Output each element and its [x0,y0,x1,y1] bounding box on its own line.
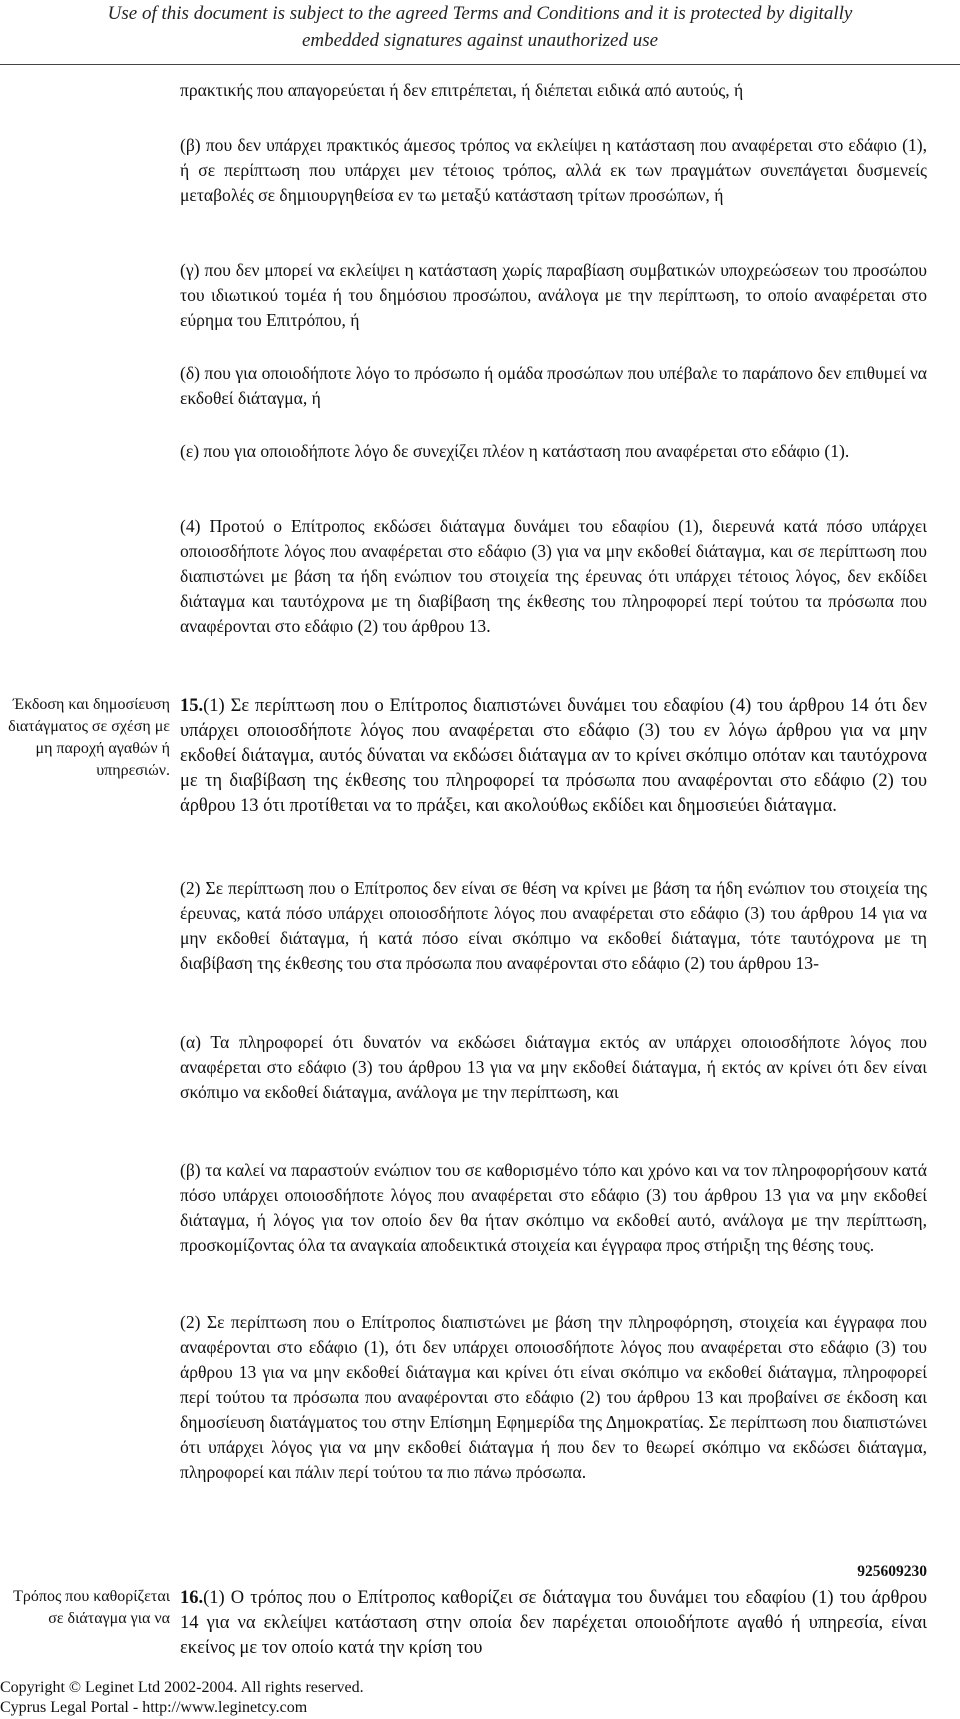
footer-copyright: Copyright © Leginet Ltd 2002-2004. All rights reserved. [0,1679,364,1696]
footer [0,1678,364,1718]
header-divider [0,64,960,65]
section-15-2-beta: (β) τα καλεί να παραστούν ενώπιον του σε καθορισμένο τόπο και χρόνο και να τον πληροφορήσουν κατά πόσο υπάρχει οποιοσδήποτε λόγος που αναφέρεται στο εδάφιο (3) του άρθρου 13 για να μην εκδοθεί διάταγμα, ή λόγος για τον οποίο δεν θα ήταν σκόπιμο να εκδοθεί αυτό, ανάλογα με την περίπτωση, προσκομίζοντας όλα τα αναγκαία αποδεικτικά στοιχεία και έγγραφα προς στήριξη της θέσης τους. [180,1160,927,1255]
margin-note-section-15: Έκδοση και δημοσίευση διατάγματος σε σχέση με μη παροχή αγαθών ή υπηρεσιών. [8,696,170,779]
section-16-number: 16. [180,1588,204,1608]
paragraph-epsilon: (ε) που για οποιοδήποτε λόγο δε συνεχίζει πλέον η κατάσταση που αναφέρεται στο εδάφιο (1). [180,441,850,461]
paragraph-subsection-4: (4) Προτού ο Επίτροπος εκδώσει διάταγμα δυνάμει του εδαφίου (1), διερευνά κατά πόσο υπάρχει οποιοσδήποτε λόγος που αναφέρεται στο εδάφιο (3) για να μην εκδοθεί διάταγμα, και σε περίπτωση που διαπιστώνει με βάση τα ήδη ενώπιον του στοιχεία της έρευνας ότι υπάρχει τέτοιος λόγος, δεν εκδίδει διάταγμα και ταυτόχρονα με τη διαβίβαση της έκθεσης του πληροφορεί περί τούτου τα πρόσωπα που αναφέρονται στο εδάφιο (2) του άρθρου 13. [180,516,927,636]
paragraph-gamma: (γ) που δεν μπορεί να εκλείψει η κατάσταση χωρίς παραβίαση συμβατικών υποχρεώσεων του προσώπου του ιδιωτικού τομέα ή του δημόσιου προσώπου, ανάλογα με την περίπτωση, το οποίο αναφέρεται στο εύρημα του Επιτρόπου, ή [180,260,927,330]
header-line-1: Use of this document is subject to the agreed Terms and Conditions and it is protected by digitally [107,3,853,24]
section-15-number: 15. [180,696,204,716]
watermark-header [0,0,960,54]
section-15-subsection-1 [180,694,927,819]
section-15-2-alpha: (α) Τα πληροφορεί ότι δυνατόν να εκδώσει διάταγμα εκτός αν υπάρχει οποιοσδήποτε λόγος που αναφέρεται στο εδάφιο (3) του άρθρου 13 για να μην εκδοθεί διάταγμα, ή εκτός αν κρίνει ότι δεν είναι σκόπιμο να εκδοθεί διάταγμα, ανάλογα με την περίπτωση, και [180,1032,927,1102]
footer-portal: Cyprus Legal Portal - http://www.leginetcy.com [0,1699,308,1716]
header-line-2: embedded signatures against unauthorized use [301,30,659,51]
section-16-1-text: (1) Ο τρόπος που ο Επίτροπος καθορίζει σε διάταγμα του δυνάμει του εδαφίου (1) του άρθρου 14 για να εκλείψει κατάσταση στην οποία δεν παρέχεται οποιοδήποτε αγαθό ή υπηρεσία, είναι εκείνος με τον οποίο κατά την κρίση του [180,1588,927,1658]
section-15-2-second: (2) Σε περίπτωση που ο Επίτροπος διαπιστώνει με βάση την πληροφόρηση, στοιχεία και έγγραφα που αναφέρονται στο εδάφιο (1), ότι δεν υπάρχει οποιοσδήποτε λόγος που αναφέρεται στο εδάφιο (3) του άρθρου 13 για να μην εκδοθεί διάταγμα και κρίνει ότι είναι σκόπιμο να εκδοθεί διάταγμα, πληροφορεί περί τούτου τα πρόσωπα που αναφέρονται στο εδάφιο (2) του άρθρου 13 και προβαίνει σε έκδοση και δημοσίευση διατάγματος του στην Επίσημη Εφημερίδα της Δημοκρατίας. Σε περίπτωση που διαπιστώνει ότι υπάρχει λόγος για να μην εκδοθεί διάταγμα ή που δεν το θεωρεί σκόπιμο να εκδώσει διάταγμα, πληροφορεί και πάλιν περί τούτου τα πιο πάνω πρόσωπα. [180,1312,927,1482]
paragraph-beta: (β) που δεν υπάρχει πρακτικός άμεσος τρόπος να εκλείψει η κατάσταση που αναφέρεται στο εδάφιο (1), ή σε περίπτωση που υπάρχει μεν τέτοιος τρόπος, αλλά εκ των πραγμάτων συνεπάγεται δυσμενείς μεταβολές σε δημιουργηθείσα εν τω μεταξύ κατάσταση τρίτων προσώπων, ή [180,135,927,205]
paragraph-delta: (δ) που για οποιοδήποτε λόγο το πρόσωπο ή ομάδα προσώπων που υπέβαλε το παράπονο δεν επιθυμεί να εκδοθεί διάταγμα, ή [180,363,927,408]
section-15-subsection-2: (2) Σε περίπτωση που ο Επίτροπος δεν είναι σε θέση να κρίνει με βάση τα ήδη ενώπιον του στοιχεία της έρευνας, κατά πόσο υπάρχει οποιοσδήποτε λόγος που αναφέρεται στο εδάφιο (3) του άρθρου 14 για να μην εκδοθεί διάταγμα, ή κατά πόσο είναι σκόπιμο να εκδοθεί διάταγμα, τότε ταυτόχρονα με τη διαβίβαση της έκθεσης του στα πρόσωπα που αναφέρονται στο εδάφιο (2) του άρθρου 13- [180,878,927,973]
section-16-subsection-1 [180,1586,927,1661]
section-15-1-text: (1) Σε περίπτωση που ο Επίτροπος διαπιστώνει δυνάμει του εδαφίου (4) του άρθρου 14 ότι δεν υπάρχει οποιοσδήποτε λόγος που αναφέρεται στο εδάφιο (3) του εν λόγω άρθρου για να μην εκδοθεί διάταγμα, αυτός δύναται να εκδώσει διάταγμα αν το κρίνει σκόπιμο οπόταν και ταυτόχρονα με τη διαβίβαση της έκθεσης του πληροφορεί τα πρόσωπα που αναφέρονται στο εδάφιο (2) του άρθρου 13 ότι προτίθεται να το πράξει, και ακολούθως εκδίδει και δημοσιεύει διάταγμα. [180,696,927,816]
document-number: 925609230 [857,1563,927,1580]
paragraph-intro: πρακτικής που απαγορεύεται ή δεν επιτρέπεται, ή διέπεται ειδικά από αυτούς, ή [180,80,744,100]
margin-note-section-16: Τρόπος που καθορίζεται σε διάταγμα για να [13,1588,170,1627]
